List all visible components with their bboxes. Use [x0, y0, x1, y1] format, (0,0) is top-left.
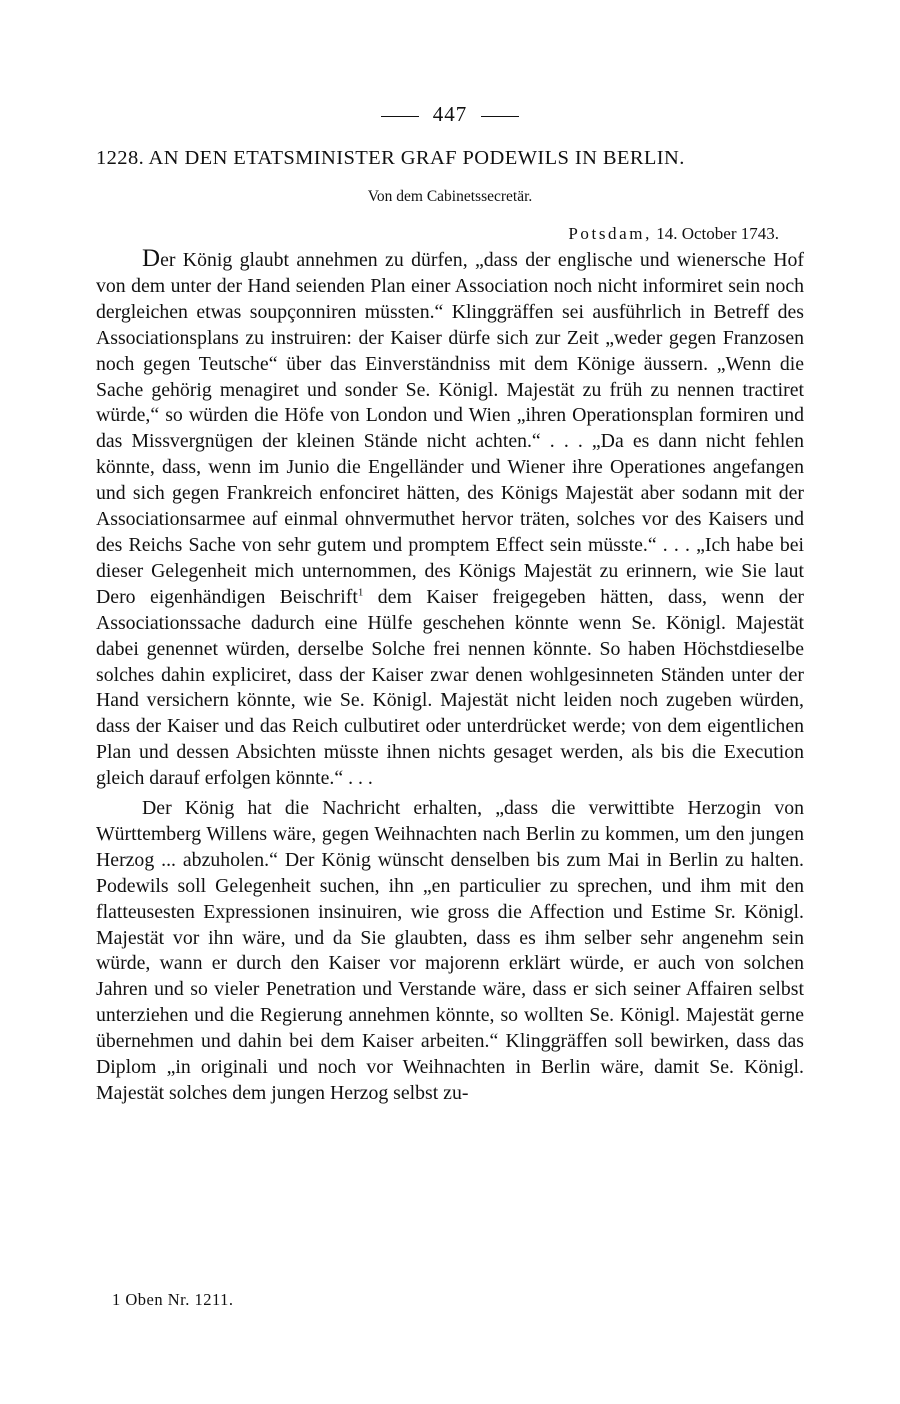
footnote: [112, 1290, 234, 1310]
paragraph-1-text-a: er König glaubt annehmen zu dürfen, „dass der englische und wienersche Hof von dem unter der Hand seienden Plan einer Association noch nicht informiret sein noch dergleichen etwas soupçonniren müssten.“ Klinggräffen sei ausführlich in Betreff des Associationsplans zu instruiren: der Kaiser dürfe sich zur Zeit „weder gegen Franzosen noch gegen Teutsche“ über das Einverständniss mit dem Könige äussern. „Wenn die Sache gehörig menagiret und sonder Se. Königl. Majestät zu früh zu nennen tractiret würde,“ so würden die Höfe von London und Wien „ihren Operationsplan formiren und das Missvergnügen der kleinen Stände nicht achten.“ . . . „Da es dann nicht fehlen könnte, dass, wenn im Junio die Engelländer und Wiener ihre Operationes angefangen und sich gegen Frankreich enfonciret hätten, des Königs Majestät aber sodann mit der Associationsarmee auf einmal ohnvermuthet hervor träten, solches vor des Kaisers und des Reichs Sache von sehr gutem und promptem Effect sein müsste.“ . . . „Ich habe bei dieser Gelegenheit mich unternommen, des Königs Majestät zu erinnern, wie Sie laut Dero eigenhändigen Beischrift: [96, 249, 804, 608]
letter-dateline: [96, 224, 779, 244]
dateline-place: Potsdam,: [568, 224, 652, 243]
paragraph-initial: D: [142, 245, 161, 272]
letter-body: [96, 246, 804, 1107]
footnote-mark: 1: [112, 1290, 121, 1309]
page-number-rule-right: [481, 116, 519, 117]
page-number-rule-left: [381, 116, 419, 117]
page-number: [0, 102, 900, 127]
footnote-reference: 1: [357, 586, 364, 599]
dateline-date: 14. October 1743.: [656, 224, 779, 243]
letter-heading: 1228. AN DEN ETATSMINISTER GRAF PODEWILS IN BERLIN.: [96, 147, 685, 169]
footnote-text: Oben Nr. 1211.: [125, 1290, 234, 1309]
page-number-value: 447: [432, 102, 468, 126]
paragraph-1-text-b: dem Kaiser freigegeben hätten, dass, wenn der Associationssache dadurch eine Hülfe geschehen könnte wenn Se. Königl. Majestät dabei genennet würden, derselbe Solche frei nennen könnte. So haben Höchstdieselbe solches dahin expliciret, dass der Kaiser zwar denen wohlgesinneten Ständen unter der Hand versichern könnte, wie Se. Königl. Majestät nicht leiden noch zugeben würden, dass der Kaiser und das Reich culbutiret oder unterdrücket werde; von dem eigentlichen Plan und dessen Absichten müsste ihnen nichts gesaget werden, als bis die Execution gleich darauf erfolgen könnte.“ . . .: [96, 585, 804, 790]
letter-sender: Von dem Cabinetssecretär.: [367, 188, 533, 205]
body-paragraph-1: [96, 246, 804, 792]
body-paragraph-2: Der König hat die Nachricht erhalten, „dass die verwittibte Herzogin von Württemberg Willens wäre, gegen Weihnachten nach Berlin zu kommen, um den jungen Herzog ... abzuholen.“ Der König wünscht denselben bis zum Mai in Berlin zu halten. Podewils soll Gelegenheit suchen, ihn „en particulier zu sprechen, und ihm mit den flatteusesten Expressionen insinuiren, wie gross die Affection und Estime Sr. Königl. Majestät vor ihn wäre, und da Sie glaubten, dass es ihm selber sehr angenehm sein würde, wann er durch den Kaiser vor majorenn erklärt würde, er auch von solchen Jahren und so vieler Penetration und Verstande wäre, dass er sich seiner Affairen selbst unterziehen und die Regierung annehmen könnte, so wollten Se. Königl. Majestät gerne übernehmen und dahin bei dem Kaiser arbeiten.“ Klinggräffen soll bewirken, dass das Diplom „in originali und noch vor Weihnachten in Berlin wäre, damit Se. Königl. Majestät solches dem jungen Herzog selbst zu-: [96, 797, 804, 1104]
